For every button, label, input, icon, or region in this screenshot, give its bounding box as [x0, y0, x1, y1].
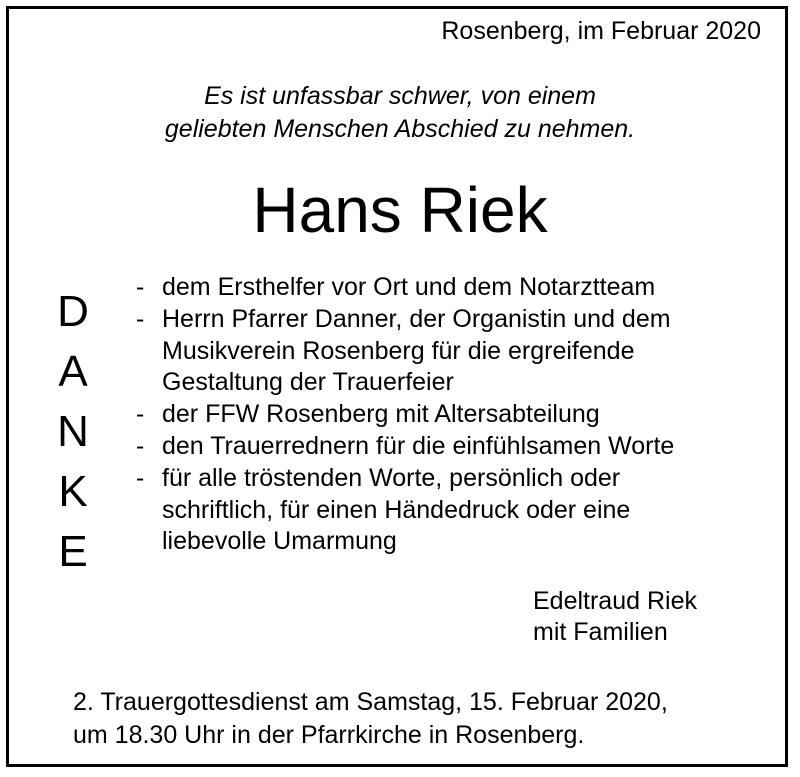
danke-letter: D — [57, 287, 89, 336]
list-item-text: für alle tröstenden Worte, persönlich oder schriftlich, für einen Händedruck oder eine liebevolle Umarmung — [162, 463, 631, 556]
dash-bullet: - — [136, 304, 145, 333]
danke-letter: A — [58, 347, 88, 396]
quote-line: Es ist unfassbar schwer, von einem — [204, 82, 596, 110]
dash-bullet: - — [136, 463, 145, 492]
thanks-list — [136, 272, 776, 558]
list-item-text: der FFW Rosenberg mit Altersabteilung — [162, 400, 600, 429]
dash-bullet: - — [136, 273, 145, 301]
danke-vertical — [48, 282, 98, 582]
list-item — [136, 431, 776, 463]
service-notice: 2. Trauergottesdienst am Samstag, 15. Februar 2020, um 18.30 Uhr in der Pfarrkirche in Rosenberg. — [73, 688, 668, 749]
signature: Edeltraud Riek mit Familien — [533, 587, 697, 646]
list-item — [136, 399, 776, 431]
quote-line: geliebten Menschen Abschied zu nehmen. — [164, 115, 636, 143]
date-line: Rosenberg, im Februar 2020 — [441, 17, 761, 45]
dash-bullet: - — [136, 431, 145, 460]
list-item-text: den Trauerrednern für die einfühlsamen Worte — [162, 431, 675, 460]
list-item — [136, 304, 776, 399]
list-item — [136, 463, 776, 558]
deceased-name: Hans Riek — [252, 174, 548, 246]
danke-letter: E — [58, 527, 88, 576]
list-item-text: dem Ersthelfer vor Ort und dem Notarztteam — [162, 273, 656, 301]
list-item-text: Herrn Pfarrer Danner, der Organistin und dem Musikverein Rosenberg für die ergreifende Gestaltung der Trauerfeier — [162, 304, 671, 397]
quote — [0, 80, 800, 146]
danke-letter: K — [58, 467, 88, 516]
dash-bullet: - — [136, 400, 145, 429]
list-item — [136, 272, 776, 304]
danke-letter: N — [57, 407, 89, 456]
